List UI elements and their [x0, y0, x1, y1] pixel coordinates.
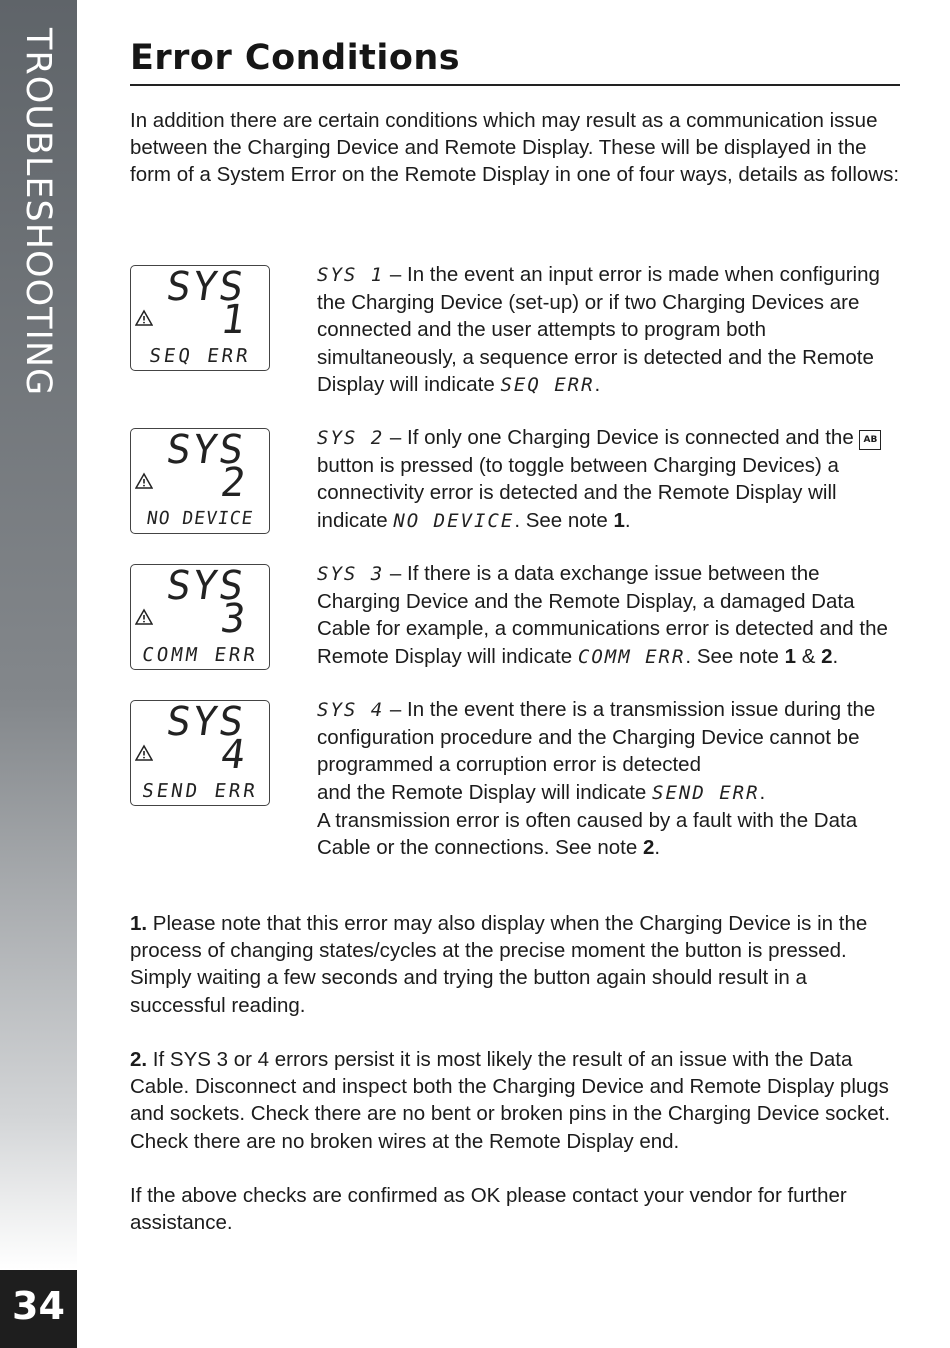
- lcd-sys-text: SYS: [163, 427, 249, 473]
- note-label: 1.: [130, 912, 148, 935]
- section-label: TROUBLESHOOTING: [18, 28, 58, 397]
- intro-paragraph: In addition there are certain conditions which may result as a communication issue between the Charging Device and Remote Display. These will be displayed in the form of a System Error on the Remote Display in one of four ways, details as follows:: [130, 109, 900, 187]
- note-body: If SYS 3 or 4 errors persist it is most likely the result of an issue with the Data Cable. Disconnect and inspect both the Charging Device and Remote Display plugs and sockets. Check there are no bent or broken pins in the Charging Device socket. Check there are no broken wires at the Remote Display end.: [130, 1048, 891, 1153]
- lcd-message: NO DEVICE: [145, 508, 255, 529]
- entry-code: SYS 2: [317, 427, 385, 449]
- entry-end: .: [654, 836, 661, 860]
- entry-sys4: [317, 696, 897, 861]
- ab-button-icon: AB: [859, 430, 881, 450]
- entry-code: SYS 1: [317, 264, 385, 286]
- entry-text: – In the event there is a transmission issue during the configuration procedure and the Charging Device cannot be programmed a corruption error is detected: [317, 698, 876, 777]
- note-text: . See note: [514, 508, 614, 532]
- entry-text: button is pressed (to toggle between Charging Devices) a connectivity error is detected and the Remote Display will indicate: [317, 454, 839, 532]
- side-tab: [0, 0, 77, 1270]
- entry-text: and the Remote Display will indicate: [317, 780, 652, 804]
- ampersand: &: [796, 644, 822, 668]
- note-text: . See note: [685, 644, 785, 668]
- page-number-box: [0, 1270, 77, 1348]
- note-ref: 2: [821, 644, 833, 668]
- note-body: Please note that this error may also display when the Charging Device is in the process of changing states/cycles at the precise moment the button is pressed. Simply waiting a few seconds and trying the button again should result in a successful reading.: [130, 912, 868, 1017]
- lcd-sys-number: 2: [217, 460, 249, 506]
- note-label: 2.: [130, 1048, 148, 1071]
- lcd-message: COMM ERR: [140, 644, 260, 666]
- entry-text: – In the event an input error is made when configuring the Charging Device (set-up) or if two Charging Devices are connected and the user attempts to program both simultaneously, a sequence error is detected and the Remote Display will indicate: [317, 263, 880, 396]
- title-rule: [130, 84, 900, 86]
- entry-sys1: [317, 261, 897, 399]
- lcd-message: SEQ ERR: [147, 345, 253, 367]
- lcd-message: SEND ERR: [140, 780, 260, 802]
- note-2: [130, 1046, 900, 1155]
- indicated-message: SEND ERR: [652, 781, 760, 804]
- lcd-sys-number: 4: [217, 732, 249, 778]
- note-ref: 2: [642, 836, 655, 860]
- entry-end: .: [759, 780, 766, 804]
- lcd-sys-text: SYS: [163, 563, 249, 609]
- warning-icon: [135, 744, 153, 762]
- entry-end: .: [832, 644, 839, 668]
- warning-icon: [135, 309, 153, 327]
- indicated-message: NO DEVICE: [393, 509, 515, 532]
- lcd-display-sys3: [130, 564, 270, 670]
- page-title: Error Conditions: [130, 38, 461, 78]
- entry-end: .: [624, 508, 631, 532]
- entry-text: – If there is a data exchange issue between the Charging Device and the Remote Display, a damaged Data Cable for example, a communications error is detected and the Remote Display will indicate: [317, 562, 888, 668]
- lcd-display-sys2: [130, 428, 270, 534]
- lcd-display-sys4: [130, 700, 270, 806]
- note-ref: 1: [613, 508, 625, 532]
- note-ref: 1: [784, 644, 796, 668]
- entry-text: A transmission error is often caused by a fault with the Data Cable or the connections. See note: [317, 808, 858, 860]
- entry-sys2: [317, 424, 897, 535]
- lcd-sys-number: 3: [217, 596, 249, 642]
- entry-text: – If only one Charging Device is connected and the: [384, 426, 860, 449]
- entry-code: SYS 4: [317, 699, 385, 721]
- warning-icon: [135, 608, 153, 626]
- lcd-display-sys1: [130, 265, 270, 371]
- indicated-message: SEQ ERR: [500, 373, 595, 396]
- entry-end: .: [594, 372, 601, 396]
- page-number: 34: [12, 1284, 65, 1328]
- indicated-message: COMM ERR: [577, 645, 686, 668]
- lcd-sys-number: 1: [217, 297, 249, 343]
- note-1: [130, 910, 900, 1019]
- entry-sys3: [317, 560, 897, 671]
- warning-icon: [135, 472, 153, 490]
- entry-code: SYS 3: [317, 563, 385, 585]
- closing-paragraph: If the above checks are confirmed as OK please contact your vendor for further assistance.: [130, 1184, 847, 1235]
- lcd-sys-text: SYS: [163, 699, 249, 745]
- lcd-sys-text: SYS: [163, 264, 249, 310]
